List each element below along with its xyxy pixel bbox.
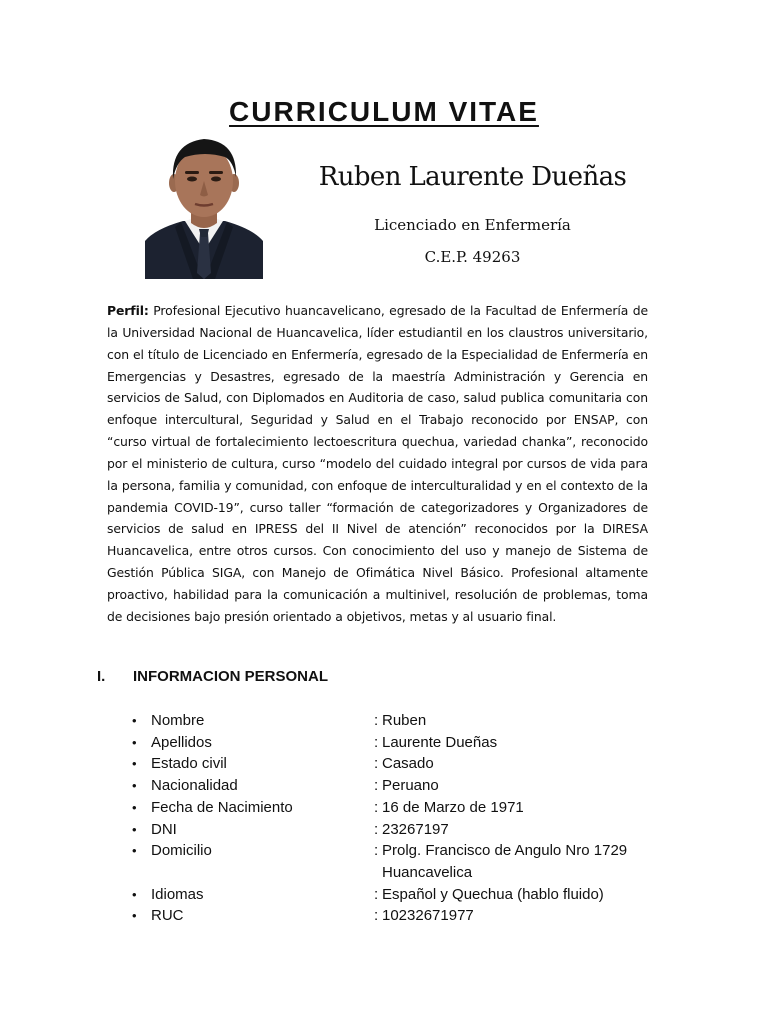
address-line-2: Huancavelica	[382, 863, 473, 881]
field-value: 16 de Marzo de 1971	[382, 798, 524, 816]
registration-number: C.E.P. 49263	[424, 248, 521, 266]
bullet-icon: •	[132, 799, 137, 815]
list-item-dni: • DNI : 23267197	[132, 819, 692, 841]
bullet-icon: •	[132, 734, 137, 750]
field-label: Nacionalidad	[151, 777, 238, 795]
bullet-icon: •	[132, 886, 137, 902]
bullet-icon: •	[132, 843, 137, 859]
bullet-icon: •	[132, 821, 137, 837]
person-name: Ruben Laurente Dueñas	[318, 162, 627, 192]
profile-text: Profesional Ejecutivo huancavelicano, egresado de la Facultad de Enfermería de la Universidad Nacional de Huancavelica, líder estudiantil en los claustros universitario, con el título de Licenciado en Enfermería, egresado de la Especialidad de Enfermería en Emergencias y Desastres, egresado de la maestría Administración y Gerencia en servicios de Salud, con Diplomados en Auditoria de caso, salud publica comunitaria con enfoque intercultural, Seguridad y Salud en el Trabajo reconocido por ENSAP, con “curso virtual de fortalecimiento lectoescritura quechua, variedad chanka”, reconocido por el ministerio de cultura, curso “modelo del cuidado integral por cursos de vida para la persona, familia y comunidad, con enfoque de interculturalidad y en el contexto de la pandemia COVID-19”, curso taller “formación de categorizadores y Organizadores de servicios de salud en IPRESS del II Nivel de atención” reconocidos por la DIRESA Huancavelica, entre otros cursos. Con conocimiento del uso y manejo de Sistema de Gestión Pública SIGA, con Manejo de Ofimática Nivel Básico. Profesional altamente proactivo, habilidad para la comunicación a multinivel, resolución de problemas, toma de decisiones bajo presión orientado a objetivos, metas y al usuario final.	[107, 303, 648, 624]
field-label: Fecha de Nacimiento	[151, 798, 293, 816]
field-label: DNI	[151, 820, 177, 838]
field-label: Estado civil	[151, 755, 227, 773]
field-label: Apellidos	[151, 733, 212, 751]
field-value: Peruano	[382, 777, 439, 795]
list-item-fecha-nacimiento: • Fecha de Nacimiento : 16 de Marzo de 1971	[132, 797, 692, 819]
section-heading-personal-info	[97, 668, 328, 685]
section-number: I.	[97, 668, 106, 685]
section-title: INFORMACION PERSONAL	[133, 668, 328, 685]
profile-paragraph	[107, 300, 648, 628]
bullet-icon: •	[132, 778, 137, 794]
person-portrait-icon	[145, 133, 263, 279]
document-title: CURRICULUM VITAE	[229, 96, 539, 127]
personal-info-list	[132, 710, 692, 927]
field-value	[382, 840, 692, 883]
profile-photo	[145, 133, 263, 279]
list-item-apellidos: • Apellidos : Laurente Dueñas	[132, 732, 692, 754]
field-value: Español y Quechua (hablo fluido)	[382, 885, 604, 903]
field-label: Domicilio	[151, 842, 212, 860]
list-item-estado-civil: • Estado civil : Casado	[132, 753, 692, 775]
field-value: Ruben	[382, 712, 427, 729]
field-label: Idiomas	[151, 885, 204, 903]
bullet-icon: •	[132, 713, 137, 728]
field-label: Nombre	[151, 712, 205, 729]
field-label: RUC	[151, 907, 184, 925]
list-item-idiomas: • Idiomas : Español y Quechua (hablo fluido)	[132, 884, 692, 906]
list-item-ruc: • RUC : 10232671977	[132, 905, 692, 927]
field-value: Laurente Dueñas	[382, 733, 498, 751]
list-item-nacionalidad: • Nacionalidad : Peruano	[132, 775, 692, 797]
bullet-icon: •	[132, 908, 137, 924]
list-item-nombre: • Nombre : Ruben	[132, 710, 692, 732]
profile-label: Perfil:	[107, 303, 149, 318]
list-item-domicilio: • Domicilio : Prolg. Francisco de Angulo Nro 1729 Huancavelica	[132, 840, 692, 883]
field-value: Casado	[382, 755, 434, 773]
address-line-1: Prolg. Francisco de Angulo Nro 1729	[382, 842, 628, 860]
bullet-icon: •	[132, 756, 137, 772]
profession-title: Licenciado en Enfermería	[374, 216, 571, 234]
field-value: 23267197	[382, 820, 449, 838]
field-value: 10232671977	[382, 907, 474, 925]
